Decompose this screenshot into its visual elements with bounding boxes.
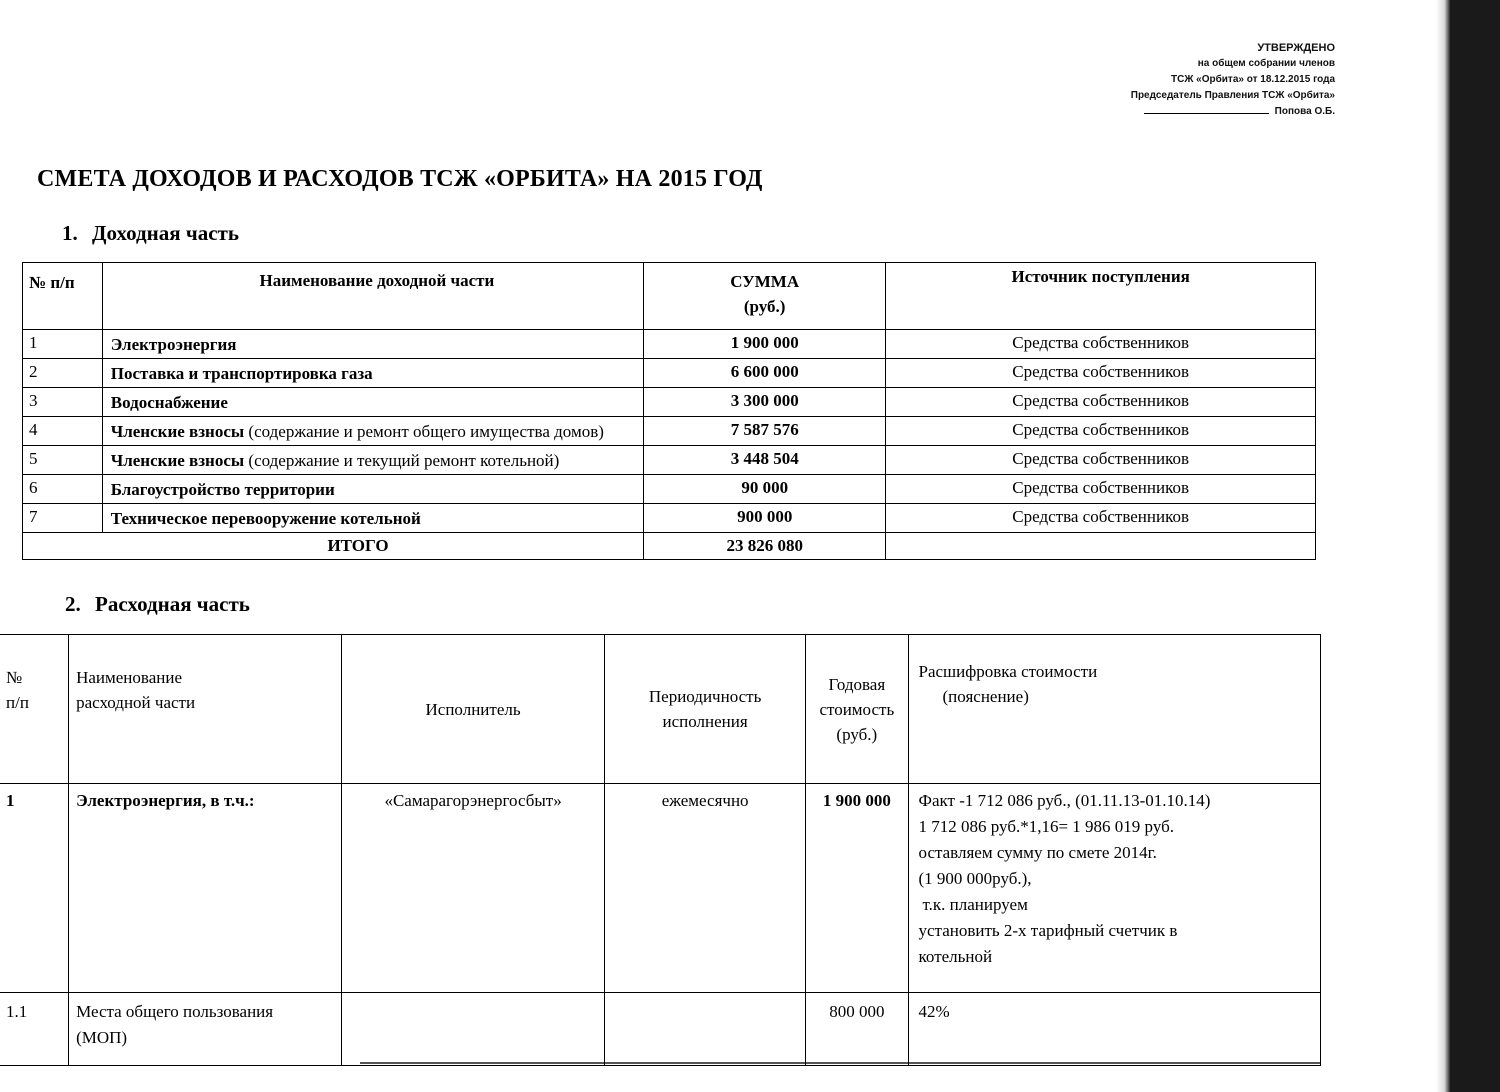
income-heading-number: 1. [62,221,78,245]
row-number: 1 [0,784,69,993]
row-period [605,993,806,1066]
approval-signer: Попова О.Б. [1274,106,1335,117]
table-row [0,784,1321,993]
approval-line-2: ТСЖ «Орбита» от 18.12.2015 года [1171,74,1335,85]
approval-header: УТВЕРЖДЕНО [1257,42,1335,54]
row-name-rest: (содержание и ремонт общего имущества домов) [244,422,604,441]
note-line: котельной [918,947,993,966]
expense-heading-number: 2. [65,592,81,616]
expense-table [0,634,1321,1066]
row-name-bold: Благоустройство территории [110,480,335,499]
row-number: 7 [23,504,103,533]
row-name [102,504,643,533]
row-executor [342,993,605,1066]
expense-col-note-l2: (пояснение) [942,687,1029,706]
row-name-rest: (содержание и текущий ремонт котельной) [244,451,560,470]
expense-heading [65,592,250,617]
row-sum: 6 600 000 [644,359,886,388]
approval-signature-row [1131,104,1335,120]
row-sum: 90 000 [644,475,886,504]
row-source: Средства собственников [886,330,1316,359]
income-heading [62,221,239,246]
row-name [102,446,643,475]
income-total-row [23,533,1316,560]
expense-col-name [69,635,342,784]
row-name-bold: Членские взносы [110,451,245,470]
row-sum: 900 000 [644,504,886,533]
table-row [23,446,1316,475]
table-row [0,993,1321,1066]
income-table [22,262,1316,560]
expense-header-row [0,635,1321,784]
row-sum: 3 448 504 [644,446,886,475]
approval-line-3: Председатель Правления ТСЖ «Орбита» [1130,90,1335,101]
document-title: СМЕТА ДОХОДОВ И РАСХОДОВ ТСЖ «ОРБИТА» НА 2015 ГОД [37,166,763,192]
note-line: (1 900 000руб.), [918,869,1032,888]
income-col-name: Наименование доходной части [102,263,643,330]
expense-col-cost-l3: (руб.) [836,724,878,744]
row-sum: 7 587 576 [644,417,886,446]
income-col-sum-line1: СУММА [730,272,800,291]
row-cost: 1 900 000 [806,784,908,993]
note-line: оставляем сумму по смете 2014г. [918,843,1157,862]
row-source: Средства собственников [886,417,1316,446]
row-name-l2: (МОП) [76,1028,128,1047]
row-number: 4 [23,417,103,446]
expense-col-period [605,635,806,784]
row-note: 42% [908,993,1320,1066]
row-sum: 1 900 000 [644,330,886,359]
row-number: 3 [23,388,103,417]
expense-col-cost [806,635,908,784]
expense-heading-text: Расходная часть [95,592,250,616]
row-name [102,475,643,504]
row-source: Средства собственников [886,359,1316,388]
row-name [69,993,342,1066]
row-source: Средства собственников [886,446,1316,475]
expense-col-executor: Исполнитель [342,635,605,784]
table-row [23,330,1316,359]
row-source: Средства собственников [886,475,1316,504]
scan-page-edge [1436,0,1450,1092]
expense-col-num-l2: п/п [6,693,29,712]
expense-col-num-l1: № [6,668,23,687]
income-total-sum: 23 826 080 [644,533,886,560]
row-period: ежемесячно [605,784,806,993]
row-number: 2 [23,359,103,388]
row-number: 1.1 [0,993,69,1066]
approval-stamp [1131,40,1335,120]
expense-col-period-l2: исполнения [662,712,748,731]
row-name-bold: Членские взносы [110,422,245,441]
table-row [23,504,1316,533]
note-line: Факт -1 712 086 руб., (01.11.13-01.10.14) [918,791,1211,810]
row-name-bold: Техническое перевооружение котельной [110,509,421,528]
row-name [102,417,643,446]
row-name [102,388,643,417]
note-line: т.к. планируем [922,895,1028,914]
row-source: Средства собственников [886,388,1316,417]
table-row [23,475,1316,504]
note-line: 1 712 086 руб.*1,16= 1 986 019 руб. [918,817,1175,836]
expense-col-note [908,635,1320,784]
expense-col-period-l1: Периодичность [648,687,762,706]
row-note [908,784,1320,993]
income-total-source [886,533,1316,560]
row-executor: «Самарагорэнергосбыт» [342,784,605,993]
income-header-row [23,263,1316,330]
approval-line-1: на общем собрании членов [1197,58,1335,69]
income-col-sum [644,263,886,330]
income-col-source: Источник поступления [886,263,1316,330]
table-row [23,417,1316,446]
income-col-num: № п/п [23,263,103,330]
table-row [23,359,1316,388]
row-number: 6 [23,475,103,504]
income-col-sum-line2: (руб.) [743,297,786,316]
expense-col-cost-l1: Годовая [828,674,886,694]
row-cost: 800 000 [806,993,908,1066]
expense-col-note-l1: Расшифровка стоимости [918,662,1098,681]
row-name [102,359,643,388]
row-name-l1: Места общего пользования [76,1002,274,1021]
expense-col-num [0,635,69,784]
row-name: Электроэнергия, в т.ч.: [69,784,342,993]
row-name-bold: Поставка и транспортировка газа [110,364,373,383]
row-sum: 3 300 000 [644,388,886,417]
expense-col-cost-l2: стоимость [819,699,895,719]
row-number: 5 [23,446,103,475]
signature-line [1144,104,1269,114]
row-source: Средства собственников [886,504,1316,533]
income-heading-text: Доходная часть [92,221,239,245]
row-name-bold: Водоснабжение [110,393,228,412]
expense-col-name-l2: расходной части [76,693,196,712]
row-name-bold: Электроэнергия [110,335,237,354]
row-name [102,330,643,359]
income-total-label: ИТОГО [23,533,644,560]
note-line: установить 2-х тарифный счетчик в [918,921,1178,940]
table-row [23,388,1316,417]
expense-col-name-l1: Наименование [76,668,182,687]
row-number: 1 [23,330,103,359]
